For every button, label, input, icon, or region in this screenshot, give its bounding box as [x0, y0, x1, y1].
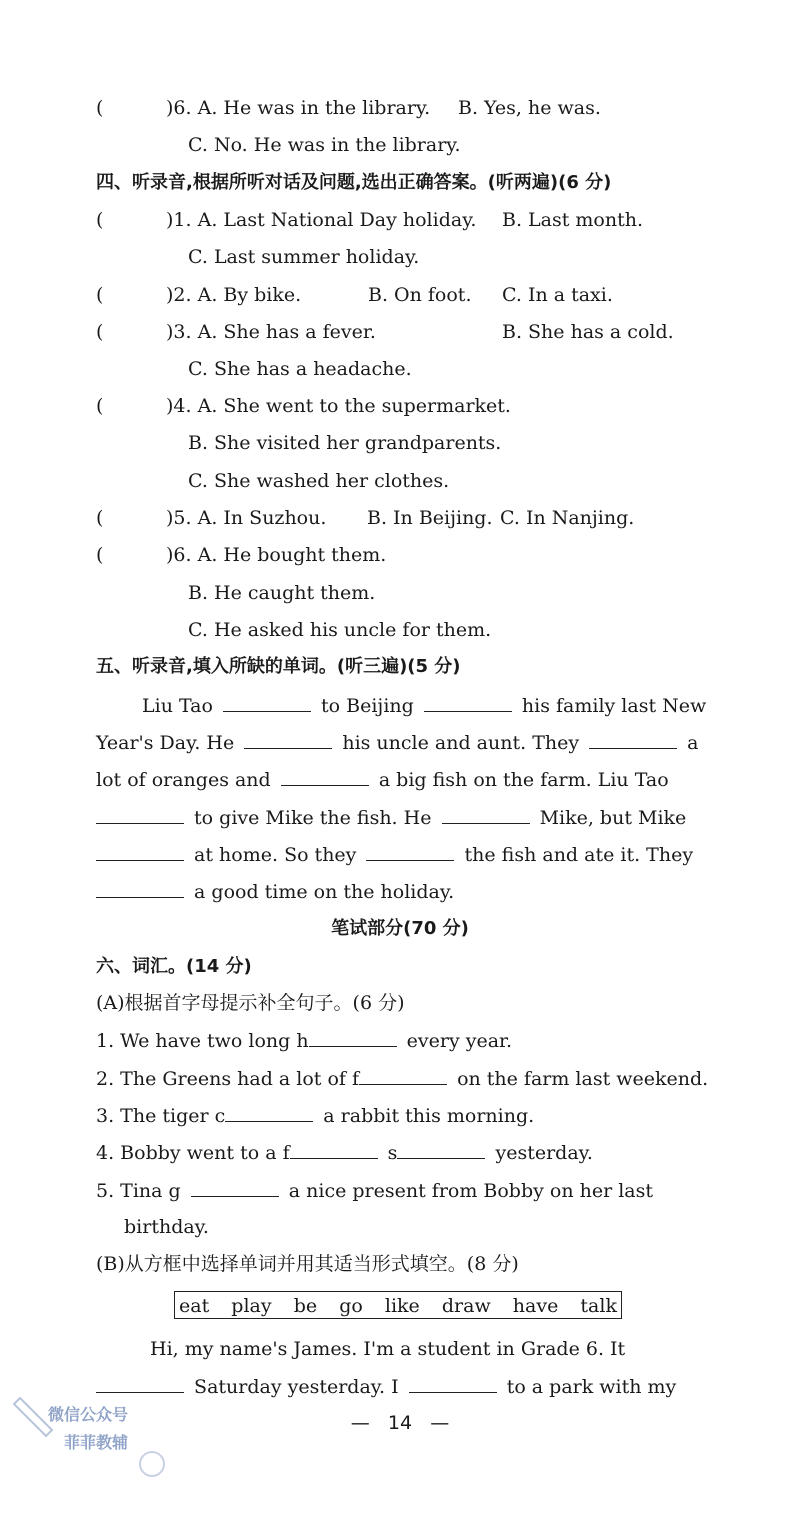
blank[interactable]: [96, 879, 184, 898]
cloze-line: a good time on the holiday.: [96, 879, 704, 904]
blank[interactable]: [290, 1140, 378, 1159]
passage-line: Saturday yesterday. I to a park with my: [96, 1374, 704, 1399]
option-c: C. No. He was in the library.: [188, 134, 461, 156]
word-box-item: play: [231, 1295, 272, 1317]
blank[interactable]: [424, 693, 512, 712]
answer-paren[interactable]: (: [96, 209, 104, 231]
blank[interactable]: [96, 842, 184, 861]
option-b: B. She visited her grandparents.: [188, 432, 502, 454]
section-title: 五、听录音,填入所缺的单词。(听三遍)(5 分): [96, 656, 461, 677]
cloze-line: to give Mike the fish. He Mike, but Mike: [96, 805, 704, 830]
section-title: 六、词汇。(14 分): [96, 956, 252, 977]
cloze-line: Year's Day. He his uncle and aunt. They a: [96, 732, 699, 754]
blank[interactable]: [359, 1066, 447, 1085]
sentence: 5. Tina g a nice present from Bobby on her last: [96, 1180, 654, 1202]
blank[interactable]: [589, 730, 677, 749]
blank[interactable]: [309, 1028, 397, 1047]
sentence: 4. Bobby went to a f s yesterday.: [96, 1142, 593, 1164]
blank[interactable]: [223, 693, 311, 712]
word-box-item: have: [512, 1295, 559, 1317]
sentence: 3. The tiger c a rabbit this morning.: [96, 1105, 535, 1127]
cloze-line: at home. So they the fish and ate it. They: [96, 842, 704, 867]
word-box-item: eat: [179, 1295, 210, 1317]
option-c: C. Last summer holiday.: [188, 246, 420, 268]
cloze-line: Liu Tao to Beijing his family last New: [142, 695, 707, 717]
part-title: 笔试部分(70 分): [331, 918, 469, 939]
question-row: ( )6. A. He bought them.: [96, 544, 387, 566]
blank[interactable]: [191, 1178, 279, 1197]
sentence: 2. The Greens had a lot of f on the farm last weekend.: [96, 1068, 709, 1090]
answer-paren[interactable]: (: [96, 284, 104, 306]
option-b: B. He caught them.: [188, 582, 376, 604]
passage-line: Hi, my name's James. I'm a student in Grade 6. It: [150, 1338, 626, 1360]
word-box-item: like: [384, 1295, 420, 1317]
option-c: C. She washed her clothes.: [188, 470, 450, 492]
subsection-title: (A)根据首字母提示补全句子。(6 分): [96, 992, 405, 1014]
answer-paren[interactable]: (: [96, 544, 104, 566]
answer-paren[interactable]: (: [96, 395, 104, 417]
question-row: ( )1. A. Last National Day holiday. B. Last month.: [96, 209, 644, 231]
watermark: 微信公众号 菲菲教辅: [12, 1390, 172, 1480]
answer-paren[interactable]: (: [96, 97, 104, 119]
subsection-title: (B)从方框中选择单词并用其适当形式填空。(8 分): [96, 1253, 519, 1275]
word-box-item: be: [293, 1295, 318, 1317]
section-title: 四、听录音,根据所听对话及问题,选出正确答案。(听两遍)(6 分): [96, 172, 612, 193]
blank[interactable]: [244, 730, 332, 749]
word-box: [174, 1291, 622, 1319]
answer-paren[interactable]: (: [96, 321, 104, 343]
cloze-line: lot of oranges and a big fish on the farm. Liu Tao: [96, 769, 669, 791]
word-box-item: go: [339, 1295, 363, 1317]
blank[interactable]: [96, 805, 184, 824]
word-box-item: talk: [580, 1295, 617, 1317]
blank[interactable]: [442, 805, 530, 824]
blank[interactable]: [366, 842, 454, 861]
option-c: C. She has a headache.: [188, 358, 412, 380]
blank[interactable]: [225, 1103, 313, 1122]
question-row: ( )4. A. She went to the supermarket.: [96, 395, 511, 417]
question-row: ( )2. A. By bike. B. On foot. C. In a taxi.: [96, 284, 613, 306]
blank[interactable]: [397, 1140, 485, 1159]
page-number: — 14 —: [350, 1412, 450, 1434]
answer-paren[interactable]: (: [96, 507, 104, 529]
word-box-item: draw: [441, 1295, 491, 1317]
option-c: C. He asked his uncle for them.: [188, 619, 492, 641]
question-row: ( )3. A. She has a fever. B. She has a cold.: [96, 321, 674, 343]
blank[interactable]: [281, 767, 369, 786]
question-row: ( )6. A. He was in the library. B. Yes, he was.: [96, 97, 601, 119]
blank[interactable]: [409, 1374, 497, 1393]
sentence-continuation: birthday.: [124, 1216, 209, 1238]
sentence: 1. We have two long h every year.: [96, 1030, 513, 1052]
question-row: ( )5. A. In Suzhou. B. In Beijing. C. In Nanjing.: [96, 507, 635, 529]
